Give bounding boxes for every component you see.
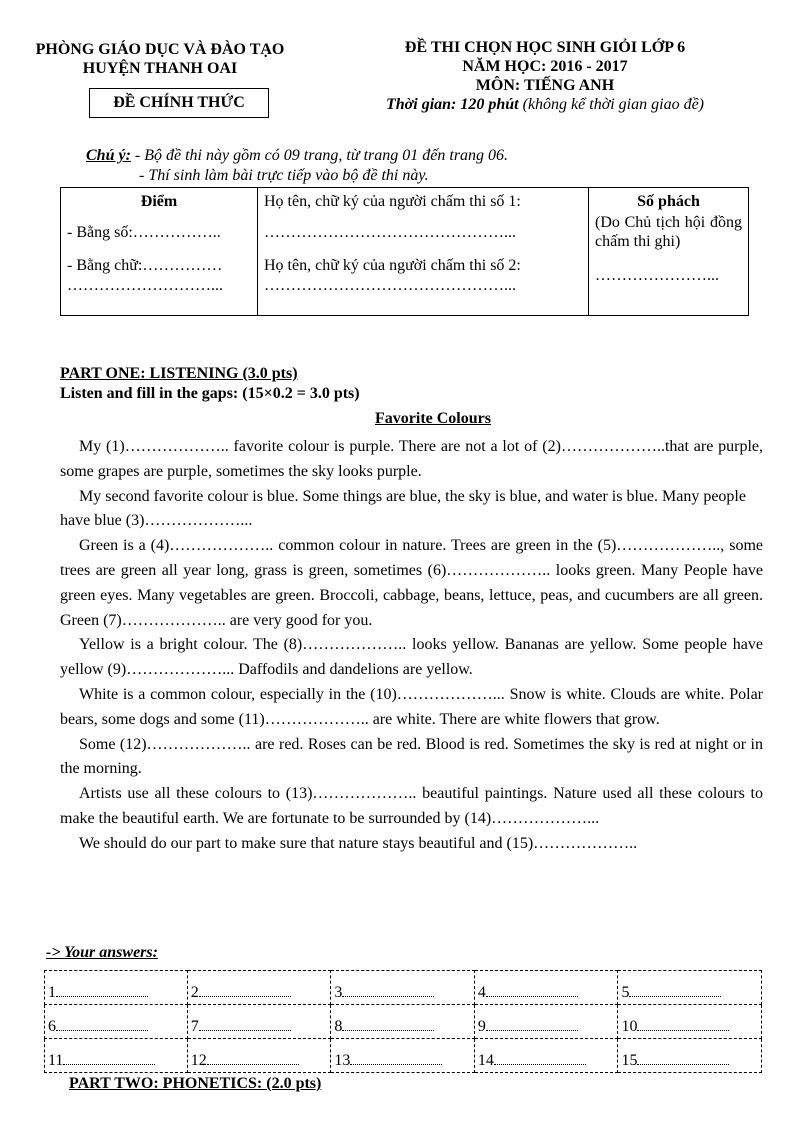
answer-cell[interactable] bbox=[618, 1005, 762, 1039]
passage-paragraph: Artists use all these colours to (13)……………….. beautiful paintings. Nature used all these colours to make the beautiful earth. We are fortunate to be surrounded by (14)………………... bbox=[60, 785, 763, 827]
exam-time bbox=[340, 95, 750, 114]
answer-number: 13 bbox=[334, 1051, 351, 1069]
examiner-1-label: Họ tên, chữ ký của người chấm thi số 1: bbox=[264, 193, 521, 210]
passage-paragraph: Green is a (4)……………….. common colour in nature. Trees are green in the (5)……………….., some trees are green all year long, grass is green, sometimes (6)……………….. looks green. Many People have green eyes. Many vegetables are green. Broccoli, cabbage, beans, lettuce, peas, and cucumbers are all green. Green (7)……………….. are very good for you. bbox=[60, 537, 763, 629]
answer-number: 1 bbox=[48, 983, 56, 1001]
answer-number: 10 bbox=[621, 1017, 638, 1035]
answer-number: 5 bbox=[621, 983, 630, 1001]
official-exam-box: ĐỀ CHÍNH THỨC bbox=[89, 88, 269, 118]
school-department-header bbox=[30, 40, 290, 78]
note-label: Chú ý: bbox=[86, 147, 131, 164]
answer-blank[interactable] bbox=[342, 1018, 434, 1031]
your-answers-label: -> Your answers: bbox=[46, 944, 158, 961]
passage-paragraph: My second favorite colour is blue. Some things are blue, the sky is blue, and water is blue. Many people have blue (3)………………... bbox=[60, 487, 746, 530]
district-name: HUYỆN THANH OAI bbox=[82, 60, 238, 77]
subject: MÔN: TIẾNG ANH bbox=[475, 77, 615, 94]
answer-blank[interactable] bbox=[56, 984, 148, 997]
answer-cell[interactable] bbox=[331, 1039, 475, 1073]
score-cell bbox=[61, 188, 258, 316]
examiner-1-field[interactable]: ………………………………………... bbox=[264, 224, 516, 242]
answer-blank[interactable] bbox=[199, 984, 291, 997]
answer-blank[interactable] bbox=[56, 1018, 148, 1031]
score-by-words-dots[interactable]: ………………………... bbox=[67, 276, 223, 294]
part-two-title: PART TWO: PHONETICS: (2.0 pts) bbox=[69, 1075, 322, 1092]
answer-number: 15 bbox=[621, 1051, 638, 1069]
answer-number: 7 bbox=[190, 1017, 199, 1035]
answer-number: 6 bbox=[48, 1017, 56, 1035]
examiner-2-label: Họ tên, chữ ký của người chấm thi số 2: bbox=[264, 257, 521, 275]
answer-blank[interactable] bbox=[637, 1052, 729, 1065]
passage-title: Favorite Colours bbox=[375, 410, 491, 427]
answer-blank[interactable] bbox=[629, 984, 721, 997]
code-note: (Do Chủ tịch hội đồng chấm thi ghi) bbox=[595, 214, 742, 251]
passage-paragraph: My (1)……………….. favorite colour is purple. There are not a lot of (2)………………..that are purple, some grapes are purple, sometimes the sky looks purple. bbox=[60, 438, 763, 480]
answer-number: 11 bbox=[48, 1051, 64, 1069]
passage-paragraph: Some (12)……………….. are red. Roses can be red. Blood is red. Sometimes the sky is red at night or in the morning. bbox=[60, 735, 763, 778]
school-year: NĂM HỌC: 2016 - 2017 bbox=[462, 58, 628, 75]
listening-passage bbox=[60, 435, 763, 857]
score-by-number[interactable]: - Bằng số:…………….. bbox=[67, 224, 221, 242]
department-name: PHÒNG GIÁO DỤC VÀ ĐÀO TẠO bbox=[35, 41, 285, 58]
answer-number: 14 bbox=[477, 1051, 494, 1069]
examiner-2-field[interactable]: ………………………………………... bbox=[264, 276, 516, 294]
code-cell bbox=[589, 188, 749, 316]
score-header: Điểm bbox=[140, 193, 178, 210]
answer-cell[interactable] bbox=[45, 971, 188, 1005]
part-one-instruction: Listen and fill in the gaps: (15×0.2 = 3.0 pts) bbox=[60, 385, 360, 402]
answer-blank[interactable] bbox=[494, 1052, 586, 1065]
answer-blank[interactable] bbox=[486, 1018, 578, 1031]
code-field[interactable]: …………………... bbox=[595, 266, 719, 284]
answer-number: 3 bbox=[334, 983, 343, 1001]
answer-cell[interactable] bbox=[187, 1039, 331, 1073]
part-one-title: PART ONE: LISTENING (3.0 pts) bbox=[60, 365, 298, 382]
answer-blank[interactable] bbox=[63, 1052, 155, 1065]
answer-number: 12 bbox=[190, 1051, 207, 1069]
exam-note bbox=[86, 146, 736, 186]
answer-cell[interactable] bbox=[474, 971, 618, 1005]
answer-blank[interactable] bbox=[350, 1052, 442, 1065]
answer-cell[interactable] bbox=[331, 971, 475, 1005]
answer-cell[interactable] bbox=[474, 1039, 618, 1073]
answer-blank[interactable] bbox=[199, 1018, 291, 1031]
exam-time-note: (không kể thời gian giao đề) bbox=[518, 96, 704, 113]
answer-cell[interactable] bbox=[474, 1005, 618, 1039]
note-line-2: - Thí sinh làm bài trực tiếp vào bộ đề thi này. bbox=[139, 167, 429, 184]
answer-blank[interactable] bbox=[486, 984, 578, 997]
answer-blank[interactable] bbox=[342, 984, 434, 997]
answer-blank[interactable] bbox=[637, 1018, 729, 1031]
answer-cell[interactable] bbox=[331, 1005, 475, 1039]
examiner-cell bbox=[258, 188, 589, 316]
answer-number: 8 bbox=[334, 1017, 343, 1035]
answer-cell[interactable] bbox=[187, 1005, 331, 1039]
answer-grid bbox=[44, 970, 762, 1073]
passage-paragraph: White is a common colour, especially in the (10)………………... Snow is white. Clouds are white. Polar bears, some dogs and some (11)……………….. are white. There are white flowers that grow. bbox=[60, 685, 763, 728]
exam-title-header bbox=[340, 38, 750, 114]
answer-number: 9 bbox=[477, 1017, 486, 1035]
answer-cell[interactable] bbox=[45, 1039, 188, 1073]
answer-cell[interactable] bbox=[618, 1039, 762, 1073]
score-table bbox=[60, 187, 749, 316]
score-by-words[interactable]: - Bằng chữ:…………… bbox=[67, 257, 223, 275]
exam-time-label: Thời gian: 120 phút bbox=[385, 96, 519, 113]
answer-blank[interactable] bbox=[207, 1052, 299, 1065]
answer-number: 2 bbox=[190, 983, 199, 1001]
answer-cell[interactable] bbox=[187, 971, 331, 1005]
note-line-1: - Bộ đề thi này gồm có 09 trang, từ trang 01 đến trang 06. bbox=[130, 147, 509, 164]
answer-number: 4 bbox=[477, 983, 486, 1001]
answer-cell[interactable] bbox=[618, 971, 762, 1005]
exam-title: ĐỀ THI CHỌN HỌC SINH GIỎI LỚP 6 bbox=[404, 39, 686, 56]
answer-cell[interactable] bbox=[45, 1005, 188, 1039]
passage-paragraph: We should do our part to make sure that nature stays beautiful and (15)……………….. bbox=[79, 834, 638, 852]
passage-paragraph: Yellow is a bright colour. The (8)……………….. looks yellow. Bananas are yellow. Some people have yellow (9)………………... Daffodils and dandelions are yellow. bbox=[60, 636, 763, 679]
code-header: Số phách bbox=[637, 193, 700, 210]
